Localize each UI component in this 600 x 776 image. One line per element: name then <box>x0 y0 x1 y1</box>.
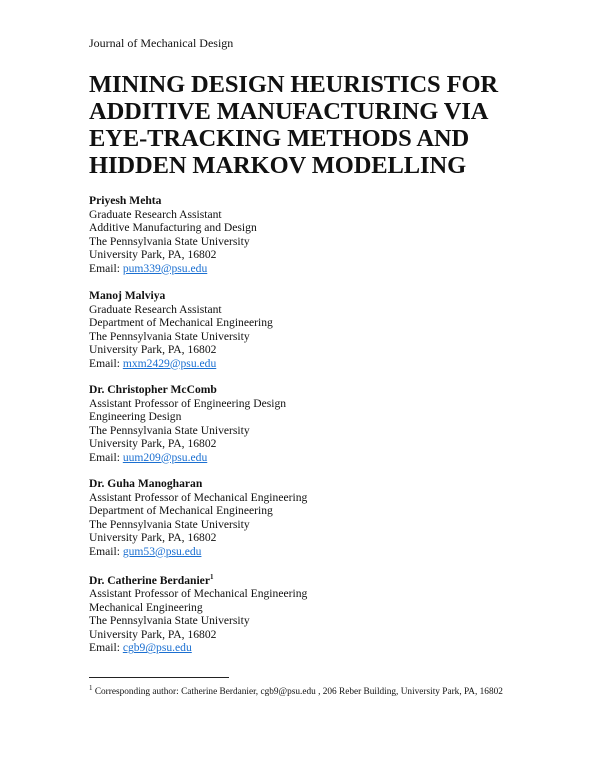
author-block <box>89 571 307 655</box>
author-affiliation-line: The Pennsylvania State University <box>89 234 250 248</box>
author-affiliation-line: Mechanical Engineering <box>89 600 203 614</box>
author-name <box>89 383 286 397</box>
author-affiliation-line: Engineering Design <box>89 410 182 423</box>
email-link[interactable]: pum339@psu.edu <box>122 261 208 275</box>
author-affiliation-line: Graduate Research Assistant <box>89 302 222 316</box>
author-affiliation-line: University Park, PA, 16802 <box>89 437 217 450</box>
author-block <box>89 383 286 464</box>
email-link[interactable]: gum53@psu.edu <box>122 544 202 558</box>
author-email-line <box>89 545 307 559</box>
email-link[interactable]: mxm2429@psu.edu <box>122 356 217 370</box>
author-name <box>89 289 273 303</box>
author-email-line <box>89 262 257 276</box>
author-affiliation-line: The Pennsylvania State University <box>89 614 250 628</box>
title-line: HIDDEN MARKOV MODELLING <box>89 152 467 179</box>
email-label: Email: <box>89 356 123 370</box>
author-affiliation-line: Department of Mechanical Engineering <box>89 504 273 517</box>
author-name-text: Dr. Christopher McComb <box>89 383 217 396</box>
email-label: Email: <box>89 261 123 275</box>
author-block <box>89 289 273 370</box>
author-name-text: Priyesh Mehta <box>89 194 162 207</box>
footnote-text: Corresponding author: Catherine Berdanier, cgb9@psu.edu , 206 Reber Building, University Park, PA, 16802 <box>92 687 503 698</box>
author-affiliation-line: University Park, PA, 16802 <box>89 531 217 544</box>
author-name <box>89 571 307 587</box>
title-line: ADDITIVE MANUFACTURING VIA <box>89 98 489 125</box>
author-affiliation-line: The Pennsylvania State University <box>89 517 250 531</box>
email-label: Email: <box>89 641 123 655</box>
author-block <box>89 194 257 275</box>
journal-header: Journal of Mechanical Design <box>89 36 234 50</box>
author-email-line <box>89 451 286 465</box>
author-affiliation-line: University Park, PA, 16802 <box>89 627 217 641</box>
author-affiliation-line: Assistant Professor of Engineering Design <box>89 396 287 410</box>
author-affiliation-line: Assistant Professor of Mechanical Engineering <box>89 587 308 601</box>
paper-title <box>89 71 569 179</box>
author-email-line <box>89 357 273 371</box>
author-name <box>89 194 257 208</box>
email-link[interactable]: cgb9@psu.edu <box>122 641 192 655</box>
author-affiliation-line: The Pennsylvania State University <box>89 423 250 437</box>
author-affiliation-line: The Pennsylvania State University <box>89 329 250 343</box>
email-label: Email: <box>89 450 123 464</box>
footnote-ref: 1 <box>209 573 214 581</box>
author-email-line <box>89 641 307 655</box>
footnote-divider <box>89 677 229 678</box>
footnote <box>89 682 519 699</box>
author-name <box>89 477 307 491</box>
email-link[interactable]: uum209@psu.edu <box>122 450 208 464</box>
author-affiliation-line: University Park, PA, 16802 <box>89 248 217 261</box>
author-block <box>89 477 307 558</box>
author-affiliation-line: University Park, PA, 16802 <box>89 343 217 356</box>
author-name-text: Dr. Catherine Berdanier <box>89 573 210 587</box>
footnote-marker: 1 <box>89 684 93 692</box>
author-affiliation-line: Assistant Professor of Mechanical Engineering <box>89 490 308 504</box>
email-label: Email: <box>89 544 123 558</box>
author-name-text: Dr. Guha Manogharan <box>89 477 203 490</box>
author-affiliation-line: Department of Mechanical Engineering <box>89 316 273 329</box>
author-name-text: Manoj Malviya <box>89 289 166 302</box>
title-line: MINING DESIGN HEURISTICS FOR <box>89 71 499 98</box>
author-affiliation-line: Additive Manufacturing and Design <box>89 221 257 234</box>
title-line: EYE-TRACKING METHODS AND <box>89 125 470 152</box>
author-affiliation-line: Graduate Research Assistant <box>89 207 222 221</box>
